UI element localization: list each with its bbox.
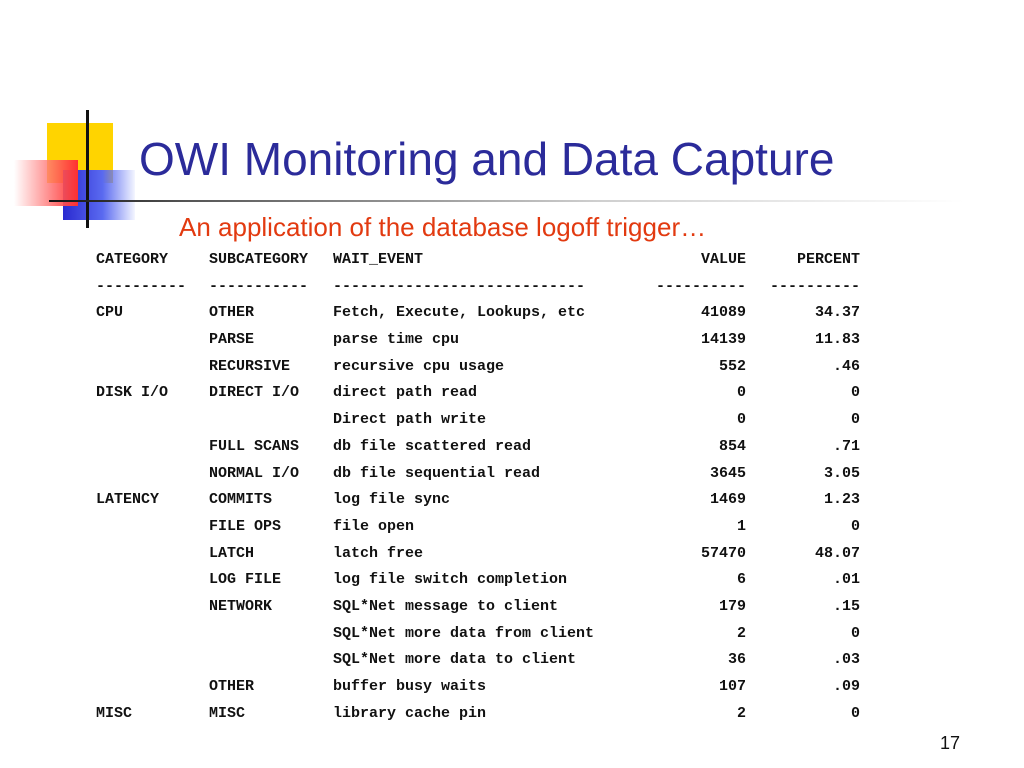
cell-subcategory: OTHER <box>209 304 255 322</box>
cell-category <box>96 464 209 491</box>
cell-wait-event: direct path read <box>333 384 478 402</box>
separator-subcategory: ----------- <box>209 277 309 295</box>
cell-percent: 0 <box>850 624 860 642</box>
cell-category <box>96 570 209 597</box>
header-percent: PERCENT <box>796 251 860 268</box>
cell-category <box>96 677 209 704</box>
table-row <box>96 624 860 651</box>
cell-subcategory: DIRECT I/O <box>209 384 300 402</box>
cell-subcategory: FILE OPS <box>209 517 282 535</box>
table-body <box>96 303 860 730</box>
cell-subcategory: RECURSIVE <box>209 357 291 375</box>
cell-subcategory: COMMITS <box>209 491 273 509</box>
table-row <box>96 650 860 677</box>
separator-percent: ---------- <box>769 277 860 295</box>
cell-category <box>96 597 209 624</box>
cell-wait-event: Fetch, Execute, Lookups, etc <box>333 304 586 322</box>
cell-category: DISK I/O <box>96 384 169 402</box>
header-value: VALUE <box>700 251 746 268</box>
cell-value: 854 <box>718 437 746 455</box>
cell-subcategory: NORMAL I/O <box>209 464 300 482</box>
table-row <box>96 704 860 731</box>
cell-category <box>96 410 209 437</box>
header-wait-event: WAIT_EVENT <box>333 251 424 268</box>
cell-value: 6 <box>736 571 746 589</box>
cell-wait-event: SQL*Net more data to client <box>333 651 577 669</box>
cell-category <box>96 517 209 544</box>
separator-category: ---------- <box>96 277 187 295</box>
cell-wait-event: db file sequential read <box>333 464 541 482</box>
cell-value: 36 <box>727 651 746 669</box>
cell-percent: .03 <box>832 651 860 669</box>
cell-wait-event: log file switch completion <box>333 571 568 589</box>
cell-wait-event: SQL*Net more data from client <box>333 624 595 642</box>
cell-wait-event: parse time cpu <box>333 331 460 349</box>
cell-wait-event: library cache pin <box>333 704 487 722</box>
table-row <box>96 410 860 437</box>
cell-percent: 3.05 <box>823 464 860 482</box>
cell-category <box>96 437 209 464</box>
table-row <box>96 570 860 597</box>
cell-category: CPU <box>96 304 124 322</box>
cell-subcategory: FULL SCANS <box>209 437 300 455</box>
cell-value: 107 <box>718 678 746 695</box>
table-row <box>96 490 860 517</box>
cell-wait-event: db file scattered read <box>333 437 532 455</box>
cell-category <box>96 357 209 384</box>
cell-percent: 0 <box>850 704 860 722</box>
table-row <box>96 677 860 704</box>
cell-value: 1 <box>736 517 746 535</box>
slide-subtitle: An application of the database logoff trigger… <box>179 212 707 242</box>
cell-category <box>96 624 209 651</box>
table-header-row <box>96 250 860 277</box>
cell-percent: .09 <box>832 678 860 695</box>
table-row <box>96 303 860 330</box>
cell-wait-event: recursive cpu usage <box>333 357 505 375</box>
cell-value: 552 <box>718 357 746 375</box>
cell-subcategory: PARSE <box>209 331 255 349</box>
header-subcategory: SUBCATEGORY <box>209 251 309 268</box>
table-separator-row <box>96 277 860 304</box>
cell-percent: .15 <box>832 597 860 615</box>
table-row <box>96 517 860 544</box>
cell-value: 0 <box>736 384 746 402</box>
cell-wait-event: buffer busy waits <box>333 678 487 695</box>
cell-value: 2 <box>736 624 746 642</box>
slide-title: OWI Monitoring and Data Capture <box>139 133 835 185</box>
page-number: 17 <box>940 733 961 753</box>
cell-category <box>96 544 209 571</box>
cell-percent: 0 <box>850 517 860 535</box>
cell-percent: 0 <box>850 384 860 402</box>
cell-wait-event: Direct path write <box>333 411 487 429</box>
cell-category: MISC <box>96 704 133 722</box>
cell-wait-event: log file sync <box>333 491 451 509</box>
cell-value: 2 <box>736 704 746 722</box>
cell-percent: 34.37 <box>814 304 860 322</box>
cell-percent: .01 <box>832 571 860 589</box>
cell-subcategory: MISC <box>209 704 246 722</box>
cell-percent: .71 <box>832 437 860 455</box>
table-row <box>96 357 860 384</box>
separator-value: ---------- <box>655 277 746 295</box>
cell-category <box>96 650 209 677</box>
cell-subcategory: LOG FILE <box>209 571 282 589</box>
cell-value: 14139 <box>700 331 746 349</box>
cell-percent: .46 <box>832 357 860 375</box>
cell-percent: 48.07 <box>814 544 860 562</box>
decor-vertical-line <box>86 110 89 228</box>
table-row <box>96 544 860 571</box>
cell-wait-event: file open <box>333 517 415 535</box>
cell-value: 0 <box>736 411 746 429</box>
table-row <box>96 383 860 410</box>
cell-value: 1469 <box>709 491 746 509</box>
cell-percent: 0 <box>850 411 860 429</box>
cell-category <box>96 330 209 357</box>
cell-value: 57470 <box>700 544 746 562</box>
cell-subcategory: LATCH <box>209 544 255 562</box>
cell-subcategory <box>209 650 333 677</box>
cell-percent: 11.83 <box>814 331 860 349</box>
cell-value: 41089 <box>700 304 746 322</box>
cell-wait-event: latch free <box>333 544 424 562</box>
table-row <box>96 437 860 464</box>
wait-event-table <box>96 250 860 730</box>
cell-value: 179 <box>718 597 746 615</box>
cell-subcategory: OTHER <box>209 678 255 695</box>
header-category: CATEGORY <box>96 251 169 268</box>
decor-horizontal-line <box>49 200 964 202</box>
cell-percent: 1.23 <box>823 491 860 509</box>
cell-subcategory <box>209 624 333 651</box>
table-row <box>96 464 860 491</box>
cell-wait-event: SQL*Net message to client <box>333 597 559 615</box>
cell-value: 3645 <box>709 464 746 482</box>
cell-subcategory: NETWORK <box>209 597 273 615</box>
separator-wait-event: ---------------------------- <box>333 277 586 295</box>
cell-category: LATENCY <box>96 491 160 509</box>
table-row <box>96 597 860 624</box>
table-row <box>96 330 860 357</box>
cell-subcategory <box>209 410 333 437</box>
